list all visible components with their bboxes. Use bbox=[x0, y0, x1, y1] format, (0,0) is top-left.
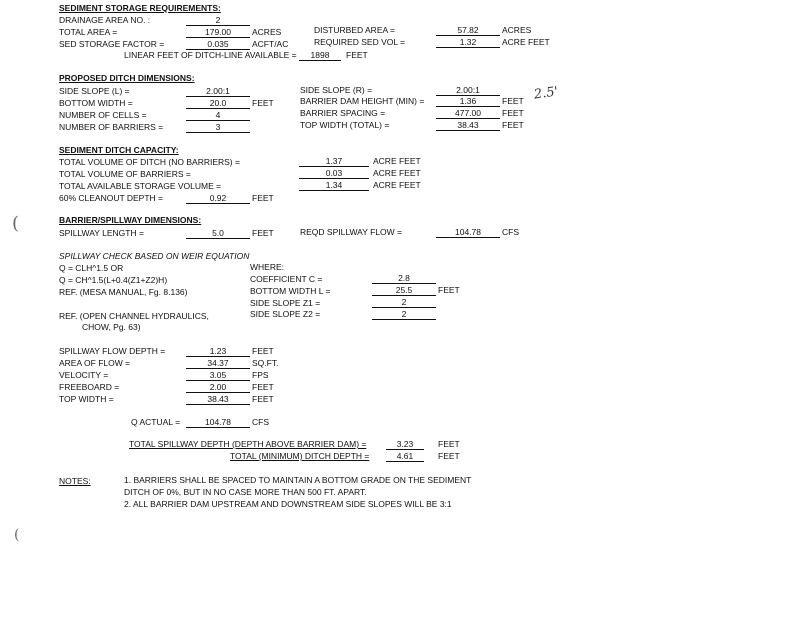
available-storage-unit: ACRE FEET bbox=[373, 180, 421, 190]
disturbed-area-label: DISTURBED AREA = bbox=[314, 25, 396, 35]
top-width-label: TOP WIDTH = bbox=[59, 394, 114, 404]
velocity-label: VELOCITY = bbox=[59, 370, 109, 380]
drainage-area-no-label: DRAINAGE AREA NO. : bbox=[59, 15, 151, 25]
bottom-width-l-unit: FEET bbox=[438, 285, 460, 295]
disturbed-area-value: 57.82 bbox=[436, 25, 500, 36]
area-of-flow-label: AREA OF FLOW = bbox=[59, 358, 131, 368]
side-slope-z2-value: 2 bbox=[372, 309, 436, 320]
barrier-dam-height-unit: FEET bbox=[502, 96, 524, 106]
freeboard-label: FREEBOARD = bbox=[59, 382, 120, 392]
side-slope-l-value: 2.00:1 bbox=[186, 86, 250, 97]
note-1-line-2: DITCH OF 0%, BUT IN NO CASE MORE THAN 500 FT. APART. bbox=[124, 487, 367, 497]
section-heading-ditch-dimensions: PROPOSED DITCH DIMENSIONS: bbox=[59, 73, 195, 83]
total-area-label: TOTAL AREA = bbox=[59, 27, 118, 37]
barriers-volume-label: TOTAL VOLUME OF BARRIERS = bbox=[59, 169, 191, 179]
bottom-width-value: 20.0 bbox=[186, 98, 250, 109]
top-width-unit: FEET bbox=[252, 394, 274, 404]
barrier-dam-height-label: BARRIER DAM HEIGHT (MIN) = bbox=[300, 96, 425, 106]
weir-equation-2: Q = CH^1.5(L+0.4(Z1+Z2)H) bbox=[59, 275, 168, 285]
top-width-total-value: 38.43 bbox=[436, 120, 500, 131]
reqd-spillway-flow-label: REQD SPILLWAY FLOW = bbox=[300, 227, 402, 237]
where-label: WHERE: bbox=[250, 262, 284, 272]
number-of-barriers-label: NUMBER OF BARRIERS = bbox=[59, 122, 164, 132]
side-slope-z1-label: SIDE SLOPE Z1 = bbox=[250, 298, 321, 308]
spillway-flow-depth-unit: FEET bbox=[252, 346, 274, 356]
drainage-area-no-value: 2 bbox=[186, 15, 250, 26]
number-of-barriers-value: 3 bbox=[186, 122, 250, 133]
total-spillway-depth-label: TOTAL SPILLWAY DEPTH (DEPTH ABOVE BARRIER DAM) = bbox=[129, 439, 367, 449]
bottom-width-l-label: BOTTOM WIDTH L = bbox=[250, 286, 331, 296]
number-of-cells-label: NUMBER OF CELLS = bbox=[59, 110, 147, 120]
reqd-spillway-flow-value: 104.78 bbox=[436, 227, 500, 238]
side-slope-r-value: 2.00:1 bbox=[436, 85, 500, 96]
barriers-volume-unit: ACRE FEET bbox=[373, 168, 421, 178]
spillway-flow-depth-value: 1.23 bbox=[186, 346, 250, 357]
total-volume-value: 1.37 bbox=[299, 156, 369, 167]
reference-mesa-manual: REF. (MESA MANUAL, Fg. 8.136) bbox=[59, 287, 188, 297]
cleanout-depth-label: 60% CLEANOUT DEPTH = bbox=[59, 193, 164, 203]
note-2: 2. ALL BARRIER DAM UPSTREAM AND DOWNSTREAM SIDE SLOPES WILL BE 3:1 bbox=[124, 499, 452, 509]
section-heading-ditch-capacity: SEDIMENT DITCH CAPACITY: bbox=[59, 145, 179, 155]
side-slope-r-label: SIDE SLOPE (R) = bbox=[300, 85, 373, 95]
spillway-flow-depth-label: SPILLWAY FLOW DEPTH = bbox=[59, 346, 166, 356]
scan-punch-mark: ( bbox=[12, 213, 20, 234]
barrier-spacing-unit: FEET bbox=[502, 108, 524, 118]
sed-storage-factor-label: SED STORAGE FACTOR = bbox=[59, 39, 165, 49]
freeboard-value: 2.00 bbox=[186, 382, 250, 393]
bottom-width-unit: FEET bbox=[252, 98, 274, 108]
top-width-total-unit: FEET bbox=[502, 120, 524, 130]
bottom-width-label: BOTTOM WIDTH = bbox=[59, 98, 133, 108]
required-sed-vol-label: REQUIRED SED VOL = bbox=[314, 37, 406, 47]
linear-feet-label: LINEAR FEET OF DITCH-LINE AVAILABLE = bbox=[124, 50, 297, 60]
side-slope-l-label: SIDE SLOPE (L) = bbox=[59, 86, 130, 96]
spillway-length-label: SPILLWAY LENGTH = bbox=[59, 228, 144, 238]
area-of-flow-value: 34.37 bbox=[186, 358, 250, 369]
barrier-spacing-label: BARRIER SPACING = bbox=[300, 108, 386, 118]
top-width-total-label: TOP WIDTH (TOTAL) = bbox=[300, 120, 390, 130]
total-area-unit: ACRES bbox=[252, 27, 282, 37]
required-sed-vol-value: 1.32 bbox=[436, 37, 500, 48]
disturbed-area-unit: ACRES bbox=[502, 25, 532, 35]
area-of-flow-unit: SQ.FT. bbox=[252, 358, 279, 368]
velocity-unit: FPS bbox=[252, 370, 269, 380]
total-ditch-depth-value: 4.61 bbox=[386, 451, 424, 462]
q-actual-unit: CFS bbox=[252, 417, 269, 427]
available-storage-value: 1.34 bbox=[299, 180, 369, 191]
side-slope-z2-label: SIDE SLOPE Z2 = bbox=[250, 309, 321, 319]
bottom-width-l-value: 25.5 bbox=[372, 285, 436, 296]
reference-chow-line-2: CHOW, Pg. 63) bbox=[82, 322, 141, 332]
total-spillway-depth-value: 3.23 bbox=[386, 439, 424, 450]
number-of-cells-value: 4 bbox=[186, 110, 250, 121]
handwritten-note: 2.5' bbox=[533, 84, 560, 103]
notes-label: NOTES: bbox=[59, 476, 91, 486]
barriers-volume-value: 0.03 bbox=[299, 168, 369, 179]
q-actual-label: Q ACTUAL = bbox=[131, 417, 181, 427]
sed-storage-factor-value: 0.035 bbox=[186, 39, 250, 50]
note-1-line-1: 1. BARRIERS SHALL BE SPACED TO MAINTAIN A BOTTOM GRADE ON THE SEDIMENT bbox=[124, 475, 472, 485]
required-sed-vol-unit: ACRE FEET bbox=[502, 37, 550, 47]
barrier-spacing-value: 477.00 bbox=[436, 108, 500, 119]
reqd-spillway-flow-unit: CFS bbox=[502, 227, 519, 237]
cleanout-depth-value: 0.92 bbox=[186, 193, 250, 204]
linear-feet-unit: FEET bbox=[346, 50, 368, 60]
top-width-value: 38.43 bbox=[186, 394, 250, 405]
total-volume-label: TOTAL VOLUME OF DITCH (NO BARRIERS) = bbox=[59, 157, 240, 167]
q-actual-value: 104.78 bbox=[186, 417, 250, 428]
section-heading-sediment-storage: SEDIMENT STORAGE REQUIREMENTS: bbox=[59, 3, 221, 13]
available-storage-label: TOTAL AVAILABLE STORAGE VOLUME = bbox=[59, 181, 222, 191]
total-ditch-depth-label: TOTAL (MINIMUM) DITCH DEPTH = bbox=[230, 451, 370, 461]
sed-storage-factor-unit: ACFT/AC bbox=[252, 39, 289, 49]
total-spillway-depth-unit: FEET bbox=[438, 439, 460, 449]
barrier-dam-height-value: 1.36 bbox=[436, 96, 500, 107]
linear-feet-value: 1898 bbox=[299, 50, 341, 61]
side-slope-z1-value: 2 bbox=[372, 297, 436, 308]
cleanout-depth-unit: FEET bbox=[252, 193, 274, 203]
velocity-value: 3.05 bbox=[186, 370, 250, 381]
coefficient-value: 2.8 bbox=[372, 273, 436, 284]
section-heading-spillway-dimensions: BARRIER/SPILLWAY DIMENSIONS: bbox=[59, 215, 202, 225]
scan-punch-mark-lower: ( bbox=[14, 527, 20, 543]
freeboard-unit: FEET bbox=[252, 382, 274, 392]
weir-heading: SPILLWAY CHECK BASED ON WEIR EQUATION bbox=[59, 251, 250, 261]
coefficient-label: COEFFICIENT C = bbox=[250, 274, 323, 284]
total-ditch-depth-unit: FEET bbox=[438, 451, 460, 461]
total-area-value: 179.00 bbox=[186, 27, 250, 38]
total-volume-unit: ACRE FEET bbox=[373, 156, 421, 166]
reference-chow-line-1: REF. (OPEN CHANNEL HYDRAULICS, bbox=[59, 311, 209, 321]
weir-equation-1: Q = CLH^1.5 OR bbox=[59, 263, 124, 273]
spillway-length-value: 5.0 bbox=[186, 228, 250, 239]
spillway-length-unit: FEET bbox=[252, 228, 274, 238]
